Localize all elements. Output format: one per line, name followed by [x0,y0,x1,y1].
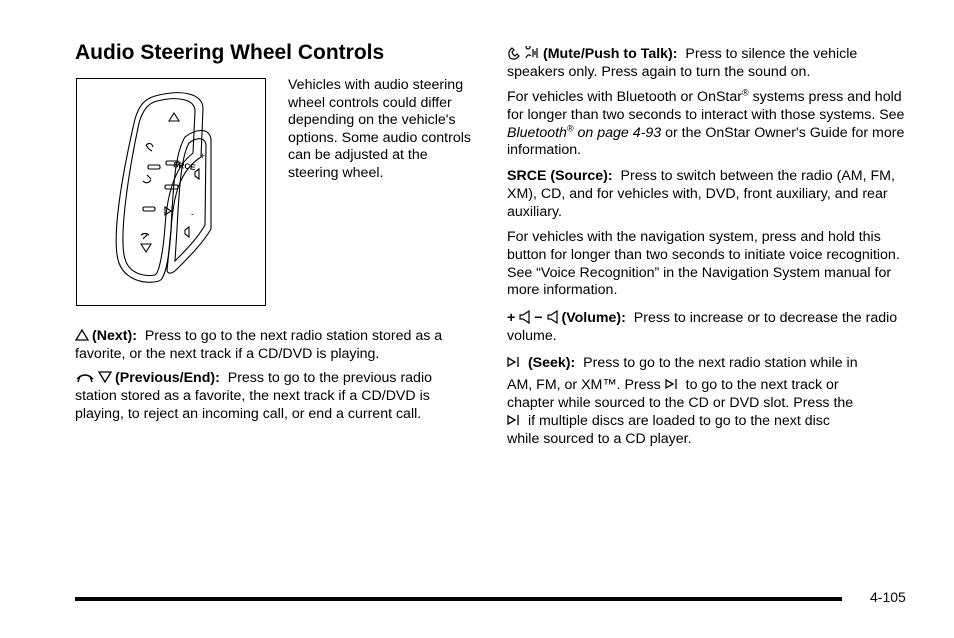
seek-label: (Seek): [527,355,576,371]
volume-minus-symbol: − [534,310,543,326]
volume-text: Press to increase or to decrease the radio volume. [507,310,898,344]
seek-icon-inline-2 [507,413,521,427]
footer-rule [75,597,842,601]
next-label: (Next): [92,328,137,344]
next-description [75,328,470,364]
next-up-triangle-icon [75,328,89,342]
bluetooth-paragraph [507,89,907,160]
seek-description [507,354,912,448]
seek-line-4: if multiple discs are loaded to go to the next disc [527,413,830,429]
bluetooth-link[interactable]: Bluetooth [507,124,567,141]
speaker-icon [519,310,531,324]
seek-icon [507,355,521,369]
seek-line-3: chapter while sourced to the CD or DVD slot. Press the [507,395,854,411]
seek-line-1: Press to go to the next radio station while in [583,355,858,371]
registered-mark: ® [742,87,749,98]
speaker-icon-2 [547,310,559,324]
steering-controls-illustration [76,78,266,306]
phone-icon [507,46,521,60]
seek-line-2a: AM, FM, or XM™. Press [507,377,661,393]
end-call-icon [75,370,95,384]
mute-label: (Mute/Push to Talk): [543,46,678,62]
previous-description [75,370,470,423]
voice-talk-icon [524,46,540,60]
volume-plus-label: + [200,151,206,161]
volume-plus-symbol: + [507,310,516,326]
previous-label: (Previous/End): [115,370,220,386]
registered-mark-2: ® [566,122,574,133]
volume-minus-label: - [191,209,194,219]
mute-description [507,46,907,82]
previous-text: Press to go to the previous radio station stored as a favorite, the next track if a CD/DVD is playing, to reject an incoming call, or end a current call. [75,370,432,422]
source-text: Press to switch between the radio (AM, FM, XM), CD, and for vehicles with, DVD, front auxiliary, and rear auxiliary. [507,168,895,220]
source-button-label: SRCE [172,160,196,173]
seek-line-5: while sourced to a CD player. [507,431,692,447]
bluetooth-text-3: or the OnStar Owner's Guide for more information. [507,124,905,159]
steering-controls-drawing [77,79,265,305]
next-text: Press to go to the next radio station stored as a favorite, or the next track if a CD/DVD is playing. [75,328,443,362]
source-description [507,168,907,221]
bluetooth-text-1: For vehicles with Bluetooth or OnStar [507,89,742,105]
navigation-paragraph: For vehicles with the navigation system, press and hold this button for longer than two seconds to initiate voice recognition. See “Voice Recognition” in the Navigation System manual for more information. [507,229,900,299]
volume-label: (Volume): [561,310,626,326]
mute-text: Press to silence the vehicle speakers only. Press again to turn the sound on. [507,46,858,80]
source-label: SRCE (Source): [507,168,613,184]
seek-icon-inline [665,377,679,391]
intro-text: Vehicles with audio steering wheel controls could differ depending on the vehicle's options. Some audio controls can be adjusted at the steering wheel. [288,77,471,181]
previous-down-triangle-icon [98,370,112,384]
page-title: Audio Steering Wheel Controls [75,41,385,64]
bluetooth-text-2: systems press and hold for longer than two seconds to interact with those systems. See [507,89,905,123]
volume-description [507,310,907,346]
seek-line-2b: to go to the next track or [685,377,839,393]
page-number: 4-105 [870,589,906,605]
bluetooth-page-ref[interactable]: on page 4-93 [573,124,662,141]
